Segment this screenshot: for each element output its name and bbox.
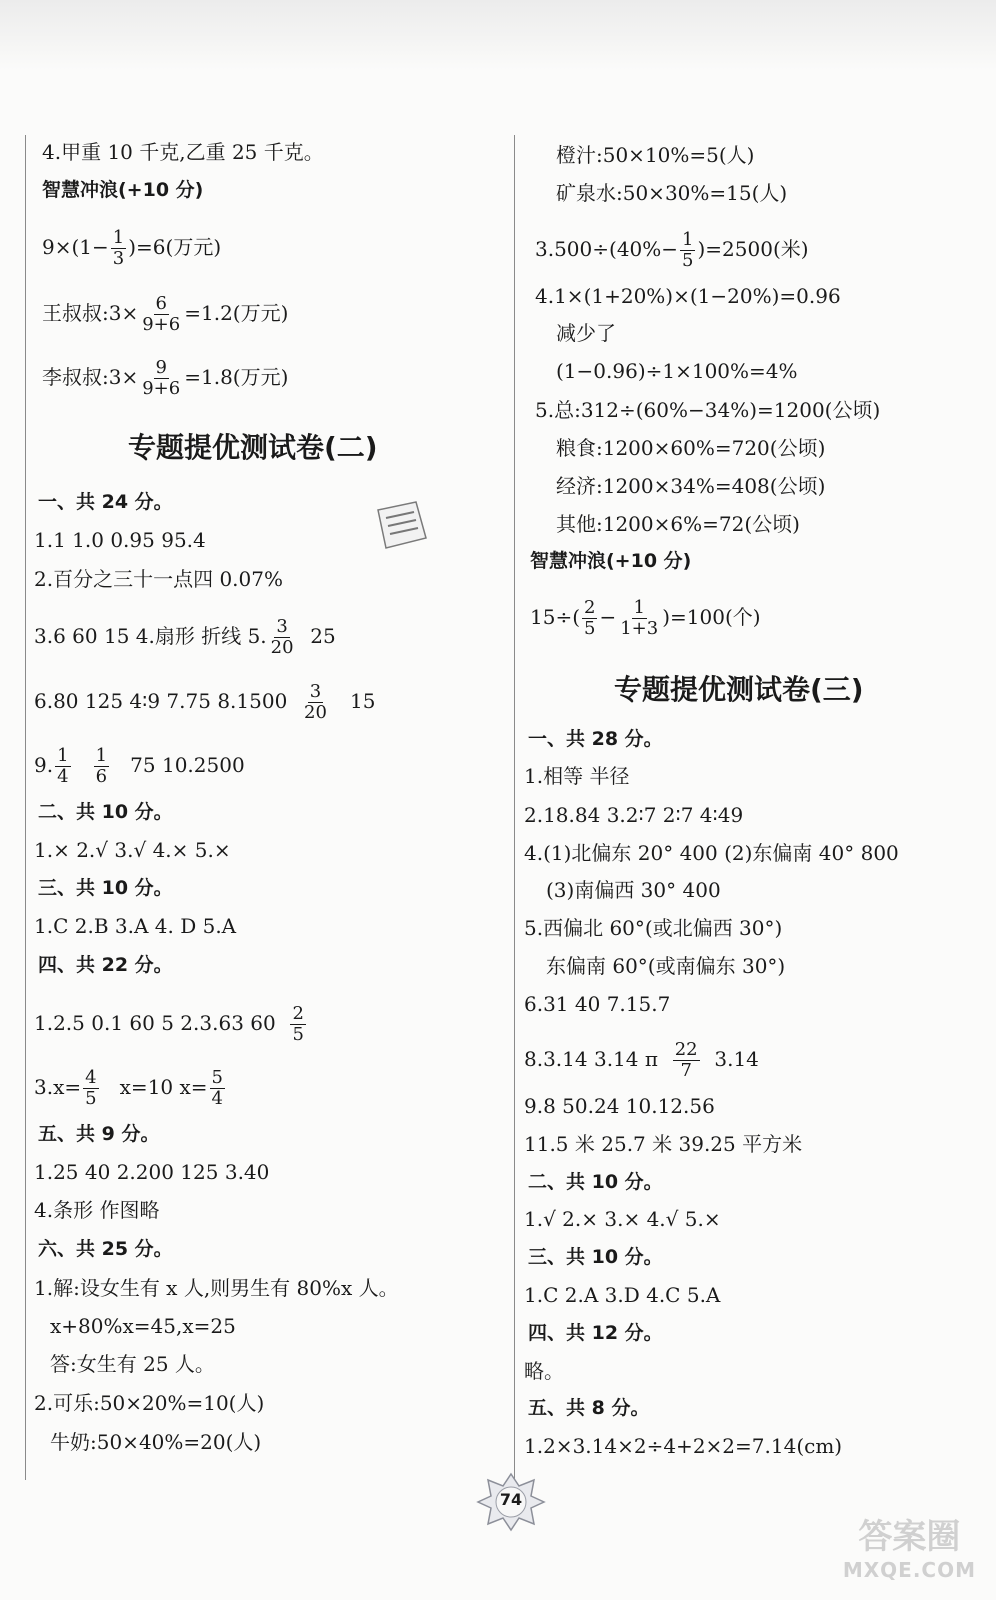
part-heading: 二、共 10 分。 (38, 801, 173, 823)
denominator: 5 (292, 1024, 304, 1045)
denominator: 5 (682, 250, 694, 271)
page-number-badge (476, 1472, 546, 1532)
answer-line: 1.解:设女生有 x 人,则男生有 80%x 人。 (34, 1276, 399, 1300)
denominator: 20 (304, 702, 327, 723)
formula-line (42, 228, 221, 269)
answer-line: 6.31 40 7.15.7 (524, 992, 671, 1016)
answer-text: 15 (350, 689, 376, 713)
answer-text: 75 10.2500 (130, 753, 245, 777)
answer-line (34, 1068, 227, 1109)
answer-line: 4.1×(1+20%)×(1−20%)=0.96 (535, 284, 841, 308)
denominator: 1+3 (620, 618, 659, 639)
numerator: 5 (211, 1067, 223, 1088)
numerator: 22 (674, 1039, 698, 1060)
formula-line (42, 294, 288, 335)
formula-text: − (599, 605, 617, 629)
answer-line: 其他:1200×6%=72(公顷) (556, 512, 800, 536)
part-heading: 一、共 24 分。 (38, 491, 173, 513)
formula-text: =1.8(万元) (184, 365, 289, 389)
answer-line: 2.可乐:50×20%=10(人) (34, 1391, 265, 1415)
answer-line: 1.相等 半径 (524, 764, 630, 788)
answer-line (34, 617, 336, 658)
fraction (55, 746, 70, 787)
denominator: 5 (85, 1088, 97, 1109)
column-divider (514, 135, 515, 1480)
page-number: 74 (499, 1490, 523, 1509)
fraction (290, 1004, 305, 1045)
watermark-title: 答案圈 (858, 1517, 961, 1557)
answer-line: 1.2×3.14×2÷4+2×2=7.14(cm) (524, 1434, 843, 1458)
denominator: 20 (270, 637, 294, 658)
answer-line: 5.西偏北 60°(或北偏西 30°) (524, 916, 783, 940)
answer-text: 1.2.5 0.1 60 5 2.3.63 60 (34, 1011, 276, 1035)
answer-line: 1.1 1.0 0.95 95.4 (34, 528, 206, 552)
fraction (94, 746, 109, 787)
decorative-stamp-icon (372, 500, 430, 552)
formula-line (42, 358, 288, 399)
watermark (843, 1509, 976, 1582)
answer-line (34, 1004, 308, 1045)
answer-line: 1.C 2.B 3.A 4. D 5.A (34, 914, 237, 938)
part-heading: 六、共 25 分。 (38, 1238, 173, 1260)
answer-text: 9. (34, 753, 54, 777)
answer-line: 粮食:1200×60%=720(公顷) (556, 436, 826, 460)
answer-line: 2.18.84 3.2∶7 2∶7 4∶49 (524, 803, 744, 827)
answer-line: 4.(1)北偏东 20° 400 (2)东偏南 40° 800 (524, 841, 899, 865)
left-margin-line (25, 135, 26, 1480)
formula-text: )=100(个) (662, 605, 761, 629)
answer-line: 1.√ 2.× 3.× 4.√ 5.× (524, 1207, 721, 1231)
answer-line (535, 230, 809, 271)
answer-line: 橙汁:50×10%=5(人) (556, 143, 755, 167)
answer-line: 答:女生有 25 人。 (50, 1352, 215, 1376)
answer-line: 9.8 50.24 10.12.56 (524, 1094, 715, 1118)
answer-line: (3)南偏西 30° 400 (546, 878, 721, 902)
answer-text: 25 (310, 624, 336, 648)
bonus-heading: 智慧冲浪(+10 分) (530, 550, 692, 572)
answer-line: 1.25 40 2.200 125 3.40 (34, 1160, 270, 1184)
answer-line: 5.总:312÷(60%−34%)=1200(公顷) (535, 398, 881, 422)
answer-text: 3.14 (714, 1047, 759, 1071)
answer-text: x=10 x= (119, 1075, 208, 1099)
fraction (618, 598, 660, 639)
answer-line: 1.C 2.A 3.D 4.C 5.A (524, 1283, 721, 1307)
denominator: 7 (680, 1060, 692, 1081)
formula-text: 王叔叔:3× (42, 301, 139, 325)
formula-text: 9×(1− (42, 235, 109, 259)
formula-text: =1.2(万元) (184, 301, 289, 325)
answer-line: 4.条形 作图略 (34, 1198, 160, 1222)
answer-line (524, 1040, 759, 1081)
fraction (210, 1068, 225, 1109)
formula-text: 李叔叔:3× (42, 365, 139, 389)
answer-line (34, 746, 245, 787)
answer-text: 3.6 60 15 4.扇形 折线 5. (34, 624, 267, 648)
fraction (140, 294, 182, 335)
answer-line: x+80%x=45,x=25 (50, 1314, 236, 1338)
watermark-url: MXQE.COM (842, 1558, 976, 1582)
fraction (680, 230, 695, 271)
numerator: 1 (95, 745, 108, 766)
answer-line: 矿泉水:50×30%=15(人) (556, 181, 788, 205)
answer-line: 略。 (524, 1359, 564, 1383)
denominator: 6 (95, 766, 108, 787)
denominator: 9+6 (142, 314, 181, 335)
part-heading: 一、共 28 分。 (528, 728, 663, 750)
fraction (269, 617, 296, 658)
fraction (582, 598, 597, 639)
answer-line: 经济:1200×34%=408(公顷) (556, 474, 826, 498)
numerator: 2 (292, 1003, 304, 1024)
formula-text: 15÷( (530, 605, 581, 629)
fraction (673, 1040, 700, 1081)
fraction (83, 1068, 98, 1109)
part-heading: 四、共 12 分。 (528, 1322, 663, 1344)
part-heading: 二、共 10 分。 (528, 1171, 663, 1193)
denominator: 5 (584, 618, 596, 639)
part-heading: 五、共 8 分。 (528, 1397, 650, 1419)
part-heading: 三、共 10 分。 (38, 877, 173, 899)
fraction (111, 228, 126, 269)
answer-text: 3.500÷(40%− (535, 237, 679, 261)
answer-text: 8.3.14 3.14 π (524, 1047, 659, 1071)
page-top-shading (0, 0, 996, 70)
answer-text: 3.x= (34, 1075, 82, 1099)
section-title: 专题提优测试卷(三) (614, 673, 864, 706)
bonus-heading: 智慧冲浪(+10 分) (42, 179, 204, 201)
answer-line: 4.甲重 10 千克,乙重 25 千克。 (42, 140, 324, 164)
answer-line: 11.5 米 25.7 米 39.25 平方米 (524, 1132, 803, 1156)
answer-text: )=2500(米) (697, 237, 809, 261)
denominator: 9+6 (142, 378, 181, 399)
formula-text: )=6(万元) (128, 235, 222, 259)
answer-line: 减少了 (556, 321, 616, 345)
fraction (302, 682, 329, 723)
answer-line (34, 682, 375, 723)
numerator: 3 (309, 681, 322, 702)
numerator: 2 (584, 597, 596, 618)
part-heading: 五、共 9 分。 (38, 1123, 160, 1145)
fraction (140, 358, 182, 399)
numerator: 1 (112, 227, 125, 248)
numerator: 3 (276, 616, 288, 637)
numerator: 1 (57, 745, 69, 766)
formula-line (530, 598, 761, 639)
answer-text: 6.80 125 4∶9 7.75 8.1500 (34, 689, 288, 713)
answer-line: 1.× 2.√ 3.√ 4.× 5.× (34, 838, 231, 862)
answer-line: 东偏南 60°(或南偏东 30°) (546, 954, 786, 978)
numerator: 9 (155, 357, 167, 378)
part-heading: 四、共 22 分。 (38, 954, 173, 976)
answer-line: (1−0.96)÷1×100%=4% (556, 359, 798, 383)
part-heading: 三、共 10 分。 (528, 1246, 663, 1268)
denominator: 4 (57, 766, 69, 787)
numerator: 6 (155, 293, 167, 314)
section-title: 专题提优测试卷(二) (128, 431, 378, 464)
numerator: 1 (682, 229, 694, 250)
numerator: 1 (633, 597, 645, 618)
denominator: 3 (112, 248, 125, 269)
numerator: 4 (85, 1067, 97, 1088)
denominator: 4 (211, 1088, 223, 1109)
answer-line: 牛奶:50×40%=20(人) (50, 1430, 262, 1454)
answer-line: 2.百分之三十一点四 0.07% (34, 567, 283, 591)
